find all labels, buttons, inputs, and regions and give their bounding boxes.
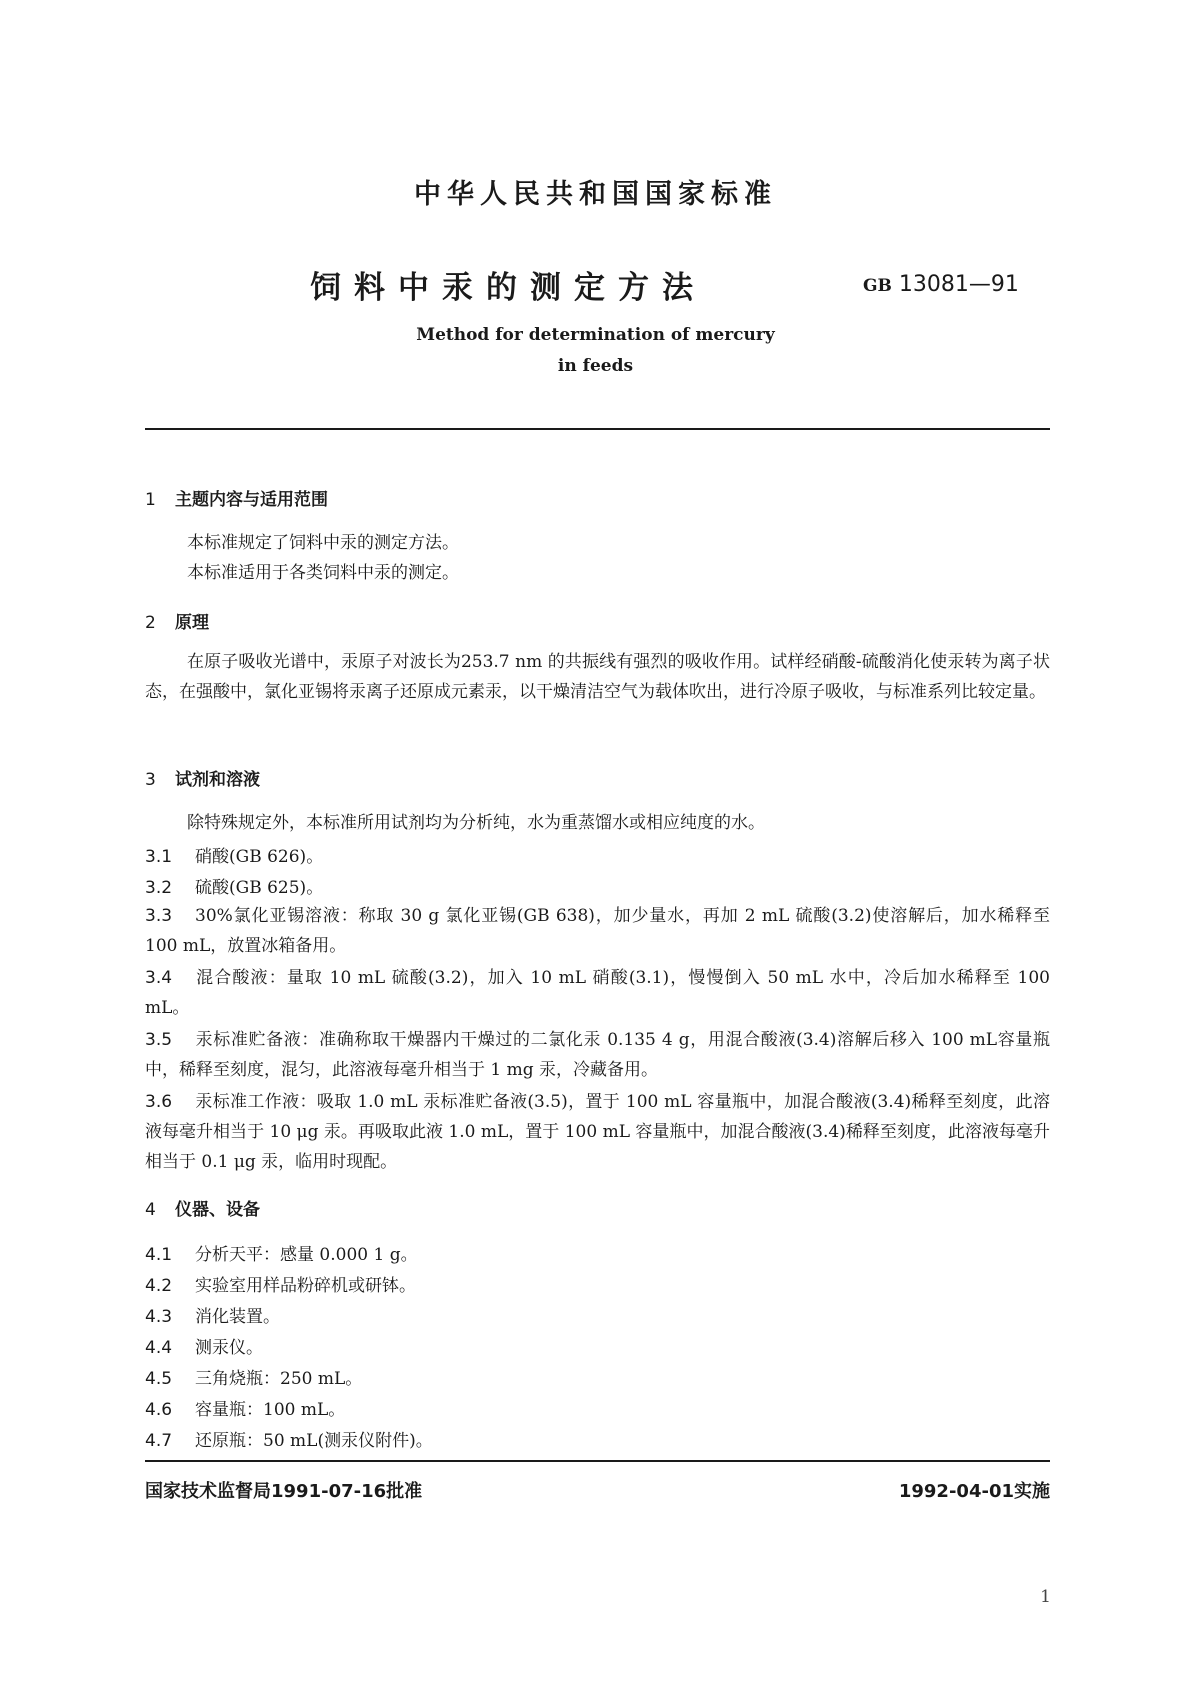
section-number: 4 — [145, 1200, 156, 1220]
item-number: 3.3 — [145, 906, 173, 926]
item-number: 4.3 — [145, 1307, 173, 1327]
section-3-paragraph: 除特殊规定外，本标准所用试剂均为分析纯，水为重蒸馏水或相应纯度的水。 — [187, 813, 765, 833]
section-title: 试剂和溶液 — [175, 770, 260, 790]
list-item-3-2 — [145, 873, 323, 898]
item-text: 测汞仪。 — [195, 1338, 263, 1358]
list-item-3-1 — [145, 842, 323, 867]
item-text: 还原瓶：50 mL(测汞仪附件)。 — [195, 1431, 433, 1451]
item-text: 实验室用样品粉碎机或研钵。 — [195, 1276, 416, 1296]
item-number: 4.1 — [145, 1245, 173, 1265]
page-number: 1 — [1040, 1587, 1051, 1607]
standard-prefix: GB — [863, 276, 892, 296]
list-item-4-7 — [145, 1426, 433, 1451]
section-title: 原理 — [175, 613, 209, 633]
list-item-4-5 — [145, 1364, 362, 1389]
item-text: 汞标准贮备液：准确称取干燥器内干燥过的二氯化汞 0.135 4 g，用混合酸液(3.4)溶解后移入 100 mL容量瓶中，稀释至刻度，混匀，此溶液每毫升相当于 1 mg 汞，冷藏备用。 — [145, 1030, 1050, 1080]
standard-code — [863, 272, 1019, 297]
document-title-cn: 饲料中汞的测定方法 — [310, 270, 706, 306]
header-divider — [145, 428, 1050, 430]
item-number: 4.4 — [145, 1338, 173, 1358]
list-item-4-1 — [145, 1240, 418, 1265]
list-item-4-3 — [145, 1302, 280, 1327]
section-number: 3 — [145, 770, 156, 790]
national-standard-heading: 中华人民共和国国家标准 — [414, 179, 777, 210]
effective-date: 1992-04-01实施 — [898, 1481, 1050, 1502]
list-item-3-3 — [145, 901, 1050, 961]
section-3-heading — [145, 765, 260, 790]
item-number: 4.6 — [145, 1400, 173, 1420]
section-number: 2 — [145, 613, 156, 633]
section-4-heading — [145, 1195, 260, 1220]
footer-divider — [145, 1460, 1050, 1462]
item-number: 3.4 — [145, 968, 173, 988]
section-2-paragraph: 在原子吸收光谱中，汞原子对波长为253.7 nm 的共振线有强烈的吸收作用。试样经硝酸-硫酸消化使汞转为离子状态，在强酸中，氯化亚锡将汞离子还原成元素汞，以干燥清洁空气为载体吹出，进行冷原子吸收，与标准系列比较定量。 — [145, 652, 1050, 702]
section-1-heading — [145, 485, 328, 510]
item-text: 硝酸(GB 626)。 — [195, 847, 324, 867]
item-text: 30%氯化亚锡溶液：称取 30 g 氯化亚锡(GB 638)，加少量水，再加 2 mL 硫酸(3.2)使溶解后，加水稀释至 100 mL，放置冰箱备用。 — [145, 906, 1050, 956]
list-item-3-5 — [145, 1025, 1050, 1085]
section-title: 主题内容与适用范围 — [175, 490, 328, 510]
item-number: 3.2 — [145, 878, 173, 898]
document-title-en-line1: Method for determination of mercury — [416, 325, 775, 345]
list-item-3-4 — [145, 963, 1050, 1023]
item-text: 汞标准工作液：吸取 1.0 mL 汞标准贮备液(3.5)，置于 100 mL 容量瓶中，加混合酸液(3.4)稀释至刻度，此溶液每毫升相当于 10 μg 汞。再吸取此液 1.0 mL，置于 100 mL 容量瓶中，加混合酸液(3.4)稀释至刻度，此溶液每毫升相当于 0.1 μg 汞，临用时现配。 — [145, 1092, 1050, 1172]
item-text: 混合酸液：量取 10 mL 硫酸(3.2)，加入 10 mL 硝酸(3.1)，慢慢倒入 50 mL 水中，冷后加水稀释至 100 mL。 — [145, 968, 1050, 1018]
section-1-paragraph-1: 本标准规定了饲料中汞的测定方法。 — [187, 533, 459, 553]
list-item-3-6 — [145, 1087, 1050, 1177]
section-1-paragraph-2: 本标准适用于各类饲料中汞的测定。 — [187, 563, 459, 583]
document-title-en-line2: in feeds — [557, 356, 634, 376]
item-number: 3.6 — [145, 1092, 173, 1112]
list-item-4-2 — [145, 1271, 416, 1296]
item-number: 4.5 — [145, 1369, 173, 1389]
item-text: 分析天平：感量 0.000 1 g。 — [195, 1245, 418, 1265]
item-number: 3.1 — [145, 847, 173, 867]
standard-number: 13081—91 — [898, 272, 1019, 297]
item-number: 4.2 — [145, 1276, 173, 1296]
item-number: 4.7 — [145, 1431, 173, 1451]
section-title: 仪器、设备 — [175, 1200, 260, 1220]
list-item-4-4 — [145, 1333, 263, 1358]
section-2-heading — [145, 608, 209, 633]
list-item-4-6 — [145, 1395, 345, 1420]
item-text: 三角烧瓶：250 mL。 — [195, 1369, 363, 1389]
item-text: 容量瓶：100 mL。 — [195, 1400, 346, 1420]
approval-date: 国家技术监督局1991-07-16批准 — [145, 1481, 423, 1502]
item-number: 3.5 — [145, 1030, 173, 1050]
item-text: 消化装置。 — [195, 1307, 280, 1327]
section-number: 1 — [145, 490, 156, 510]
item-text: 硫酸(GB 625)。 — [195, 878, 324, 898]
